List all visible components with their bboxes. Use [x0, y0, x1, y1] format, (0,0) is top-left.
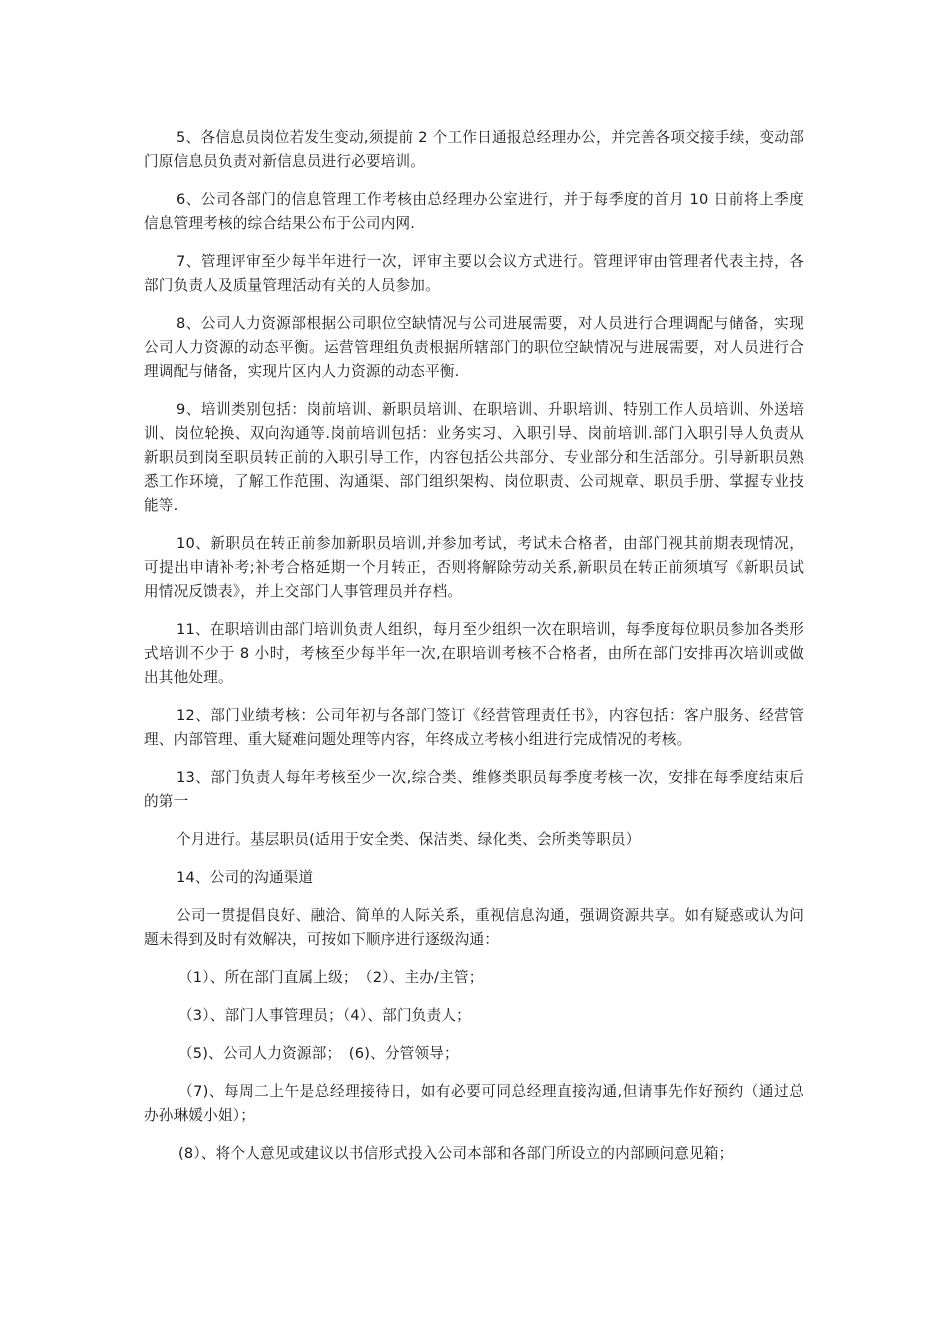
paragraph-6: 6、公司各部门的信息管理工作考核由总经理办公室进行，并于每季度的首月 10 日前将上季度信息管理考核的综合结果公布于公司内网. — [144, 191, 804, 232]
channel-list-item-8: (8）、将个人意见或建议以书信形式投入公司本部和各部门所设立的内部顾问意见箱； — [178, 1145, 734, 1162]
channel-list-item-3-4: （3）、部门人事管理员；（4）、部门负责人； — [178, 1007, 471, 1024]
paragraph-5: 5、各信息员岗位若发生变动,须提前 2 个工作日通报总经理办公，并完善各项交接手续，变动部门原信息员负责对新信息员进行必要培训。 — [144, 129, 804, 170]
paragraph-communication-intro: 公司一贯提倡良好、融洽、简单的人际关系，重视信息沟通，强调资源共享。如有疑惑或认为问题未得到及时有效解决，可按如下顺序进行逐级沟通： — [144, 907, 804, 948]
paragraph-11: 11、在职培训由部门培训负责人组织，每月至少组织一次在职培训，每季度每位职员参加各类形式培训不少于 8 小时，考核至少每半年一次,在职培训考核不合格者，由所在部门安排再次培训或做出其他处理。 — [144, 621, 804, 686]
paragraph-13-continued: 个月进行。基层职员(适用于安全类、保洁类、绿化类、会所类等职员） — [176, 831, 641, 848]
paragraph-7: 7、管理评审至少每半年进行一次，评审主要以会议方式进行。管理评审由管理者代表主持，各部门负责人及质量管理活动有关的人员参加。 — [144, 253, 804, 294]
paragraph-14-heading: 14、公司的沟通渠道 — [176, 869, 314, 886]
channel-list-item-7: （7)、每周二上午是总经理接待日，如有必要可同总经理直接沟通,但请事先作好预约（通过总办孙琳媛小姐）； — [144, 1083, 804, 1124]
paragraph-8: 8、公司人力资源部根据公司职位空缺情况与公司进展需要，对人员进行合理调配与储备，实现公司人力资源的动态平衡。运营管理组负责根据所辖部门的职位空缺情况与进展需要，对人员进行合理调配与储备，实现片区内人力资源的动态平衡. — [144, 315, 804, 380]
channel-list-item-5-6: （5)、公司人力资源部； (6)、分管领导； — [178, 1045, 459, 1062]
document-body — [144, 126, 804, 1180]
channel-list-item-1-2: （1）、所在部门直属上级； （2）、主办/主管； — [178, 969, 484, 986]
paragraph-13: 13、部门负责人每年考核至少一次,综合类、维修类职员每季度考核一次，安排在每季度结束后的第一 — [144, 769, 804, 810]
paragraph-10: 10、新职员在转正前参加新职员培训,并参加考试，考试未合格者，由部门视其前期表现情况，可提出申请补考;补考合格延期一个月转正，否则将解除劳动关系,新职员在转正前须填写《新职员试用情况反馈表》，并上交部门人事管理员并存档。 — [144, 535, 804, 600]
paragraph-9: 9、培训类别包括：岗前培训、新职员培训、在职培训、升职培训、特别工作人员培训、外送培训、岗位轮换、双向沟通等.岗前培训包括：业务实习、入职引导、岗前培训.部门入职引导人负责从新职员到岗至职员转正前的入职引导工作，内容包括公共部分、专业部分和生活部分。引导新职员熟悉工作环境，了解工作范围、沟通渠、部门组织架构、岗位职责、公司规章、职员手册、掌握专业技能等. — [144, 401, 804, 514]
paragraph-12: 12、部门业绩考核：公司年初与各部门签订《经营管理责任书》，内容包括：客户服务、经营管理、内部管理、重大疑难问题处理等内容，年终成立考核小组进行完成情况的考核。 — [144, 707, 804, 748]
